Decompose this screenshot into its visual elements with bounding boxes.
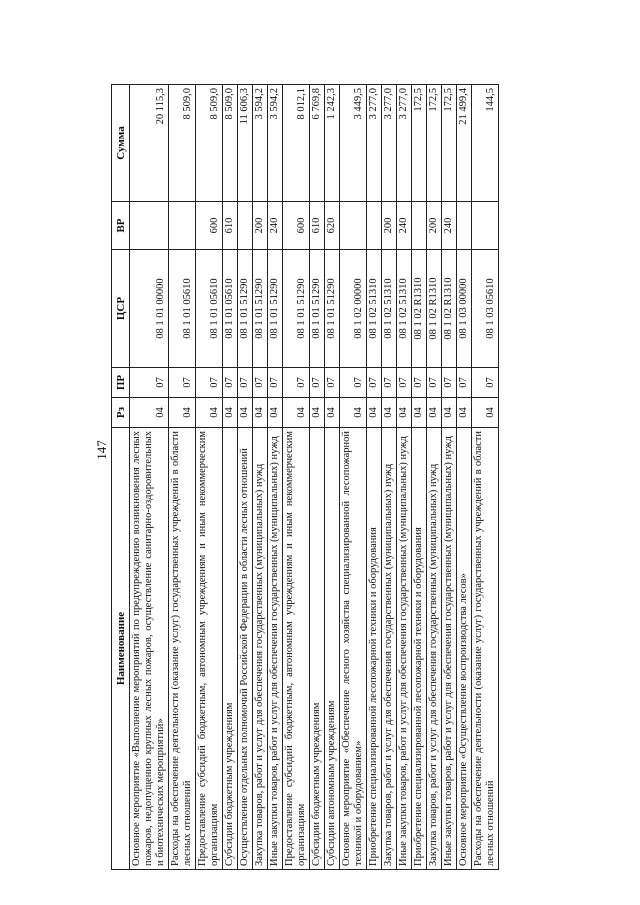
cell-name: Субсидии автономным учреждениям: [325, 428, 340, 870]
cell-sum: 8 509,0: [223, 85, 238, 202]
cell-rz: 04: [412, 398, 427, 428]
cell-vr: 240: [268, 202, 283, 250]
cell-pr: 07: [169, 368, 196, 398]
cell-pr: 07: [283, 368, 310, 398]
cell-vr: 200: [382, 202, 397, 250]
cell-pr: 07: [268, 368, 283, 398]
cell-vr: 240: [442, 202, 457, 250]
cell-vr: 620: [325, 202, 340, 250]
cell-csr: 08 1 01 51290: [310, 250, 325, 368]
cell-name: Основное мероприятие «Выполнение мероприятий по предупреждению возникновения лесных пожаров, недопущению крупных лесных пожаров, осуществление санитарно-оздоровительных и биотехнических мероприятий»: [130, 428, 169, 870]
table-row: [397, 85, 412, 870]
table-row: [427, 85, 442, 870]
cell-pr: 07: [130, 368, 169, 398]
cell-vr: [340, 202, 367, 250]
header-csr: ЦСР: [112, 250, 130, 368]
cell-rz: 04: [238, 398, 253, 428]
cell-csr: 08 1 01 05610: [223, 250, 238, 368]
table-row: [238, 85, 253, 870]
cell-pr: 07: [238, 368, 253, 398]
cell-sum: 6 769,8: [310, 85, 325, 202]
cell-vr: [412, 202, 427, 250]
cell-name: Осуществление отдельных полномочий Российской Федерации в области лесных отношений: [238, 428, 253, 870]
cell-vr: [457, 202, 472, 250]
cell-pr: 07: [427, 368, 442, 398]
cell-csr: 08 1 01 00000: [130, 250, 169, 368]
cell-rz: 04: [367, 398, 382, 428]
cell-rz: 04: [223, 398, 238, 428]
cell-rz: 04: [283, 398, 310, 428]
cell-pr: 07: [397, 368, 412, 398]
cell-csr: 08 1 02 R1310: [412, 250, 427, 368]
cell-vr: 240: [397, 202, 412, 250]
cell-csr: 08 1 03 05610: [472, 250, 499, 368]
cell-pr: 07: [253, 368, 268, 398]
cell-name: Субсидии бюджетным учреждениям: [223, 428, 238, 870]
cell-sum: 172,5: [412, 85, 427, 202]
cell-sum: 3 277,0: [382, 85, 397, 202]
cell-csr: 08 1 01 51290: [238, 250, 253, 368]
cell-rz: 04: [442, 398, 457, 428]
cell-name: Предоставление субсидий бюджетным, автономным учреждениям и иным некоммерческим организациям: [196, 428, 223, 870]
table-row: [457, 85, 472, 870]
cell-sum: 3 594,2: [253, 85, 268, 202]
cell-csr: 08 1 02 R1310: [427, 250, 442, 368]
table-row: [367, 85, 382, 870]
table-row: [325, 85, 340, 870]
header-vr: ВР: [112, 202, 130, 250]
cell-csr: 08 1 02 R1310: [442, 250, 457, 368]
cell-name: Предоставление субсидий бюджетным, автономным учреждениям и иным некоммерческим организациям: [283, 428, 310, 870]
cell-name: Субсидии бюджетным учреждениям: [310, 428, 325, 870]
cell-vr: [130, 202, 169, 250]
cell-sum: 20 115,3: [130, 85, 169, 202]
cell-name: Расходы на обеспечение деятельности (оказание услуг) государственных учреждений в области лесных отношений: [169, 428, 196, 870]
cell-sum: 3 594,2: [268, 85, 283, 202]
cell-pr: 07: [340, 368, 367, 398]
cell-sum: 8 509,0: [169, 85, 196, 202]
cell-sum: 1 242,3: [325, 85, 340, 202]
cell-pr: 07: [325, 368, 340, 398]
rotated-table-container: [111, 85, 599, 870]
cell-pr: 07: [196, 368, 223, 398]
cell-pr: 07: [367, 368, 382, 398]
cell-name: Приобретение специализированной лесопожарной техники и оборудования: [367, 428, 382, 870]
table-row: [472, 85, 499, 870]
table-body: [130, 85, 499, 870]
cell-pr: 07: [442, 368, 457, 398]
table-row: [169, 85, 196, 870]
cell-vr: 200: [253, 202, 268, 250]
cell-sum: 172,5: [442, 85, 457, 202]
cell-vr: [367, 202, 382, 250]
cell-name: Иные закупки товаров, работ и услуг для обеспечения государственных (муниципальных) нужд: [442, 428, 457, 870]
cell-csr: 08 1 03 00000: [457, 250, 472, 368]
cell-csr: 08 1 02 51310: [367, 250, 382, 368]
header-pr: ПР: [112, 368, 130, 398]
cell-vr: 600: [196, 202, 223, 250]
cell-rz: 04: [268, 398, 283, 428]
cell-rz: 04: [382, 398, 397, 428]
cell-pr: 07: [223, 368, 238, 398]
cell-rz: 04: [253, 398, 268, 428]
table-row: [310, 85, 325, 870]
cell-rz: 04: [196, 398, 223, 428]
cell-name: Закупка товаров, работ и услуг для обеспечения государственных (муниципальных) нужд: [382, 428, 397, 870]
cell-csr: 08 1 02 51310: [397, 250, 412, 368]
cell-rz: 04: [457, 398, 472, 428]
table-row: [382, 85, 397, 870]
cell-name: Иные закупки товаров, работ и услуг для обеспечения государственных (муниципальных) нужд: [397, 428, 412, 870]
header-name: Наименование: [112, 428, 130, 870]
cell-pr: 07: [412, 368, 427, 398]
table-row: [223, 85, 238, 870]
header-rz: Рз: [112, 398, 130, 428]
cell-vr: 610: [223, 202, 238, 250]
cell-name: Закупка товаров, работ и услуг для обеспечения государственных (муниципальных) нужд: [427, 428, 442, 870]
cell-sum: 172,5: [427, 85, 442, 202]
cell-sum: 21 499,4: [457, 85, 472, 202]
cell-rz: 04: [472, 398, 499, 428]
cell-vr: [169, 202, 196, 250]
cell-vr: [472, 202, 499, 250]
table-row: [442, 85, 457, 870]
table-row: [340, 85, 367, 870]
cell-rz: 04: [130, 398, 169, 428]
cell-rz: 04: [397, 398, 412, 428]
cell-name: Основное мероприятие «Осуществление воспроизводства лесов»: [457, 428, 472, 870]
table-row: [196, 85, 223, 870]
cell-pr: 07: [382, 368, 397, 398]
cell-vr: 600: [283, 202, 310, 250]
cell-sum: 144,5: [472, 85, 499, 202]
cell-sum: 3 449,5: [340, 85, 367, 202]
cell-csr: 08 1 01 05610: [169, 250, 196, 368]
cell-csr: 08 1 02 51310: [382, 250, 397, 368]
cell-csr: 08 1 01 51290: [253, 250, 268, 368]
table-row: [283, 85, 310, 870]
header-sum: Сумма: [112, 85, 130, 202]
cell-vr: 200: [427, 202, 442, 250]
cell-name: Основное мероприятие «Обеспечение лесного хозяйства специализированной лесопожарной техникой и оборудованием»: [340, 428, 367, 870]
budget-table: [111, 84, 499, 870]
cell-name: Иные закупки товаров, работ и услуг для обеспечения государственных (муниципальных) нужд: [268, 428, 283, 870]
table-header-row: [112, 85, 130, 870]
cell-csr: 08 1 01 51290: [268, 250, 283, 368]
cell-csr: 08 1 01 51290: [283, 250, 310, 368]
cell-rz: 04: [325, 398, 340, 428]
cell-csr: 08 1 01 51290: [325, 250, 340, 368]
cell-sum: 8 509,0: [196, 85, 223, 202]
page-number: 147: [93, 440, 109, 460]
table-row: [268, 85, 283, 870]
cell-name: Приобретение специализированной лесопожарной техники и оборудования: [412, 428, 427, 870]
cell-sum: 3 277,0: [367, 85, 382, 202]
cell-csr: 08 1 02 00000: [340, 250, 367, 368]
cell-pr: 07: [310, 368, 325, 398]
cell-rz: 04: [427, 398, 442, 428]
cell-sum: 3 277,0: [397, 85, 412, 202]
cell-vr: 610: [310, 202, 325, 250]
cell-rz: 04: [340, 398, 367, 428]
cell-pr: 07: [472, 368, 499, 398]
table-row: [412, 85, 427, 870]
cell-sum: 11 606,3: [238, 85, 253, 202]
table-row: [253, 85, 268, 870]
table-row: [130, 85, 169, 870]
cell-vr: [238, 202, 253, 250]
cell-sum: 8 012,1: [283, 85, 310, 202]
cell-pr: 07: [457, 368, 472, 398]
cell-name: Закупка товаров, работ и услуг для обеспечения государственных (муниципальных) нужд: [253, 428, 268, 870]
cell-name: Расходы на обеспечение деятельности (оказание услуг) государственных учреждений в области лесных отношений: [472, 428, 499, 870]
cell-rz: 04: [310, 398, 325, 428]
cell-rz: 04: [169, 398, 196, 428]
cell-csr: 08 1 01 05610: [196, 250, 223, 368]
